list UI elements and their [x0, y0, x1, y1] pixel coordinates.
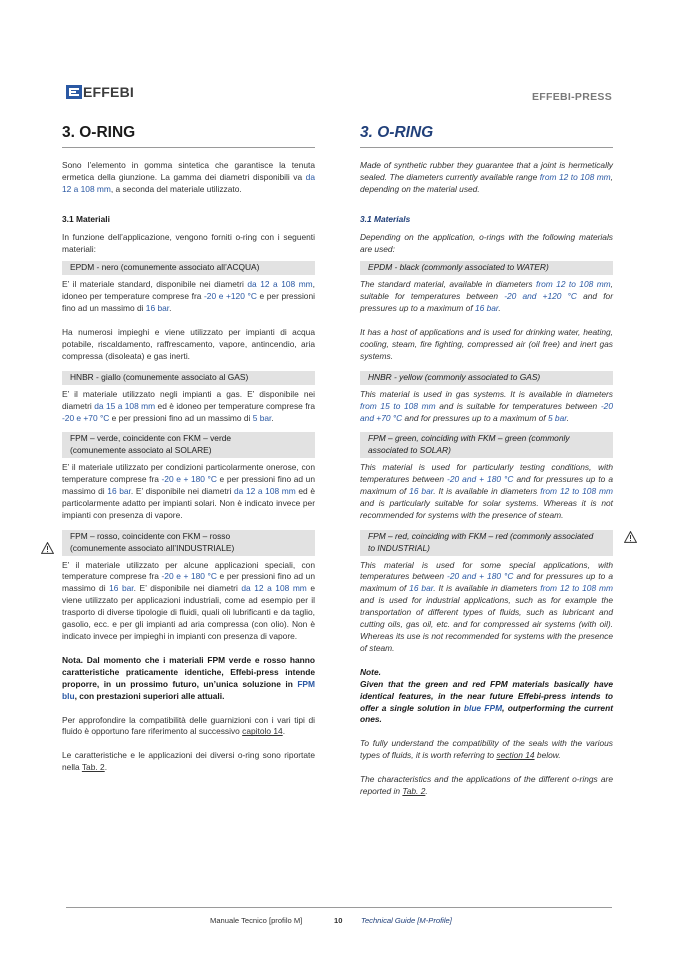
tab-ref-en: The characteristics and the applications of the different o-rings are reported in Tab. 2. [360, 774, 613, 797]
page-number: 10 [334, 916, 343, 925]
materials-intro-en: Depending on the application, o-rings with the following materials are used: [360, 231, 613, 254]
hnbr-box-it: HNBR - giallo (comunemente associato al GAS) [62, 371, 315, 385]
tab-2-link-it[interactable]: Tab. 2 [81, 762, 105, 773]
section-title-it: 3. O-RING [62, 124, 315, 148]
fpm-red-box-it: FPM – rosso, coincidente con FKM – rosso (comunemente associato all’INDUSTRIALE) [62, 530, 315, 556]
epdm-text-it: E’ il materiale standard, disponibile nei diametri da 12 a 108 mm, idoneo per temperature comprese fra -20 e +120 °C e per pressioni fino ad un massimo di 16 bar. [62, 279, 315, 314]
fpm-red-text-it: E’ il materiale utilizzato per alcune applicazioni speciali, con temperature comprese fra -20 e + 180 °C e per pressioni fino ad un massimo di 16 bar. E’ disponibile nei diametri da 12 a 108 mm e viene utilizzato per applicazioni industriali, come ad esempio per il trasporto di diverse tipologie di fluidi, quali oli lubrificanti e da taglio, gasolio, ecc. e per gli impianti ad aria compressa (con olio). Non è indicato invece per impieghi in impianti con presenza di vapore. [62, 559, 315, 641]
epdm-box-it: EPDM - nero (comunemente associato all’ACQUA) [62, 261, 315, 275]
logo-text: EFFEBI [83, 84, 134, 100]
hnbr-text-it: E’ il materiale utilizzato negli impianti a gas. E’ disponibile nei diametri da 15 a 108 mm ed è idoneo per temperature comprese fra -20 e +70 °C e per pressioni fino ad un massimo di 5 bar. [62, 388, 315, 423]
section-title-en: 3. O-RING [360, 124, 613, 148]
footer-right: Technical Guide [M-Profile] [361, 916, 452, 925]
note-en: Given that the green and red FPM materials basically have identical features, in the near future Effebi-press intends to offer a single solution in blue FPM, outperforming the current ones. [360, 678, 613, 725]
chapter-14-link-it[interactable]: capitolo 14 [242, 726, 283, 737]
epdm-text-en: The standard material, available in diameters from 12 to 108 mm, suitable for temperatures between -20 and +120 °C and for pressures up to a maximum of 16 bar. [360, 279, 613, 314]
materials-intro-it: In funzione dell’applicazione, vengono forniti o-ring con i seguenti materiali: [62, 231, 315, 254]
epdm-uses-en: It has a host of applications and is used for drinking water, heating, cooling, steam, fire fighting, compressed air (oil free) and inert gas systems. [360, 327, 613, 361]
compat-it: Per approfondire la compatibilità delle guarnizioni con i vari tipi di fluido è opportuno fare riferimento al successivo capitolo 14. [62, 714, 315, 737]
hnbr-text-en: This material is used in gas systems. It is available in diameters from 15 to 108 mm and is suitable for temperatures between -20 and +70 °C and for pressures up to a maximum of 5 bar. [360, 388, 613, 423]
compat-en: To fully understand the compatibility of the seals with the various types of fluids, it is worth referring to section 14 below. [360, 738, 613, 761]
english-column [360, 124, 613, 798]
footer-divider [66, 907, 612, 908]
warning-icon [41, 541, 54, 553]
intro-en: Made of synthetic rubber they guarantee that a joint is hermetically sealed. The diameters currently available range from 12 to 108 mm, depending on the material used. [360, 160, 613, 194]
fpm-red-box-en: FPM – red, coinciding with FKM – red (commonly associated to INDUSTRIAL) [360, 530, 613, 556]
fpm-red-text-en: This material is used for some special applications, with temperatures between -20 and + 180 °C and for pressures up to a maximum of 16 bar. It is available in diameters from 12 to 108 mm and is used for industrial applications, such as for example the transportation of different types of fluids, such as lubricant and cutting oils, gas oil, etc. and for compressed air systems (with oil). Whereas its use is not recommended for systems with the presence of steam. [360, 559, 614, 653]
intro-it: Sono l’elemento in gomma sintetica che garantisce la tenuta ermetica della giunzione. La gamma dei diametri disponibili va da 12 a 108 mm, a seconda del materiale utilizzato. [62, 160, 315, 194]
note-label-en: Note. [360, 666, 381, 677]
note-it: Nota. Dal momento che i materiali FPM verde e rosso hanno caratteristiche praticamente identiche, Effebi-press intende proporre, in un prossimo futuro, un’unica soluzione in FPM blu, con prestazioni superiori alle attuali. [62, 654, 315, 701]
italian-column [62, 124, 315, 774]
epdm-uses-it: Ha numerosi impieghi e viene utilizzato per impianti di acqua potabile, riscaldamento, raffrescamento, vapore, antincendio, aria compressa (disoleata) e gas inerti. [62, 327, 315, 361]
fpm-green-text-it: E’ il materiale utilizzato per condizioni particolarmente onerose, con temperature comprese fra -20 e + 180 °C e per pressioni fino ad un massimo di 16 bar. E’ disponibile nei diametri da 12 a 108 mm ed è particolarmente adatto per impianti solari. Non è indicato invece per impianti con presenza di vapore. [62, 462, 315, 520]
effebi-logo [66, 83, 134, 101]
brand-name: EFFEBI-PRESS [531, 91, 612, 103]
warning-icon [624, 530, 637, 542]
epdm-box-en: EPDM - black (commonly associated to WATER) [360, 261, 613, 275]
tab-2-link-en[interactable]: Tab. 2 [402, 786, 426, 797]
tab-ref-it: Le caratteristiche e le applicazioni dei diversi o-ring sono riportate nella Tab. 2. [62, 750, 315, 773]
subsection-title-it: 3.1 Materiali [62, 213, 110, 224]
fpm-green-text-en: This material is used for particularly testing conditions, with temperatures between -20 and + 180 °C and for pressures up to a maximum of 16 bar. It is available in diameters from 12 to 108 mm and is particularly suitable for solar systems. Whereas it is not recommended for systems with the presence of steam. [360, 462, 614, 520]
section-14-link-en[interactable]: section 14 [496, 750, 535, 761]
fpm-green-box-it: FPM – verde, coincidente con FKM – verde (comunemente associato al SOLARE) [62, 432, 315, 458]
fpm-green-box-en: FPM – green, coinciding with FKM – green (commonly associated to SOLAR) [360, 432, 613, 458]
hnbr-box-en: HNBR - yellow (commonly associated to GAS) [360, 371, 613, 385]
footer-left: Manuale Tecnico [profilo M] [210, 916, 303, 925]
effebi-logo-mark-icon [66, 84, 82, 100]
subsection-title-en: 3.1 Materials [360, 213, 411, 224]
